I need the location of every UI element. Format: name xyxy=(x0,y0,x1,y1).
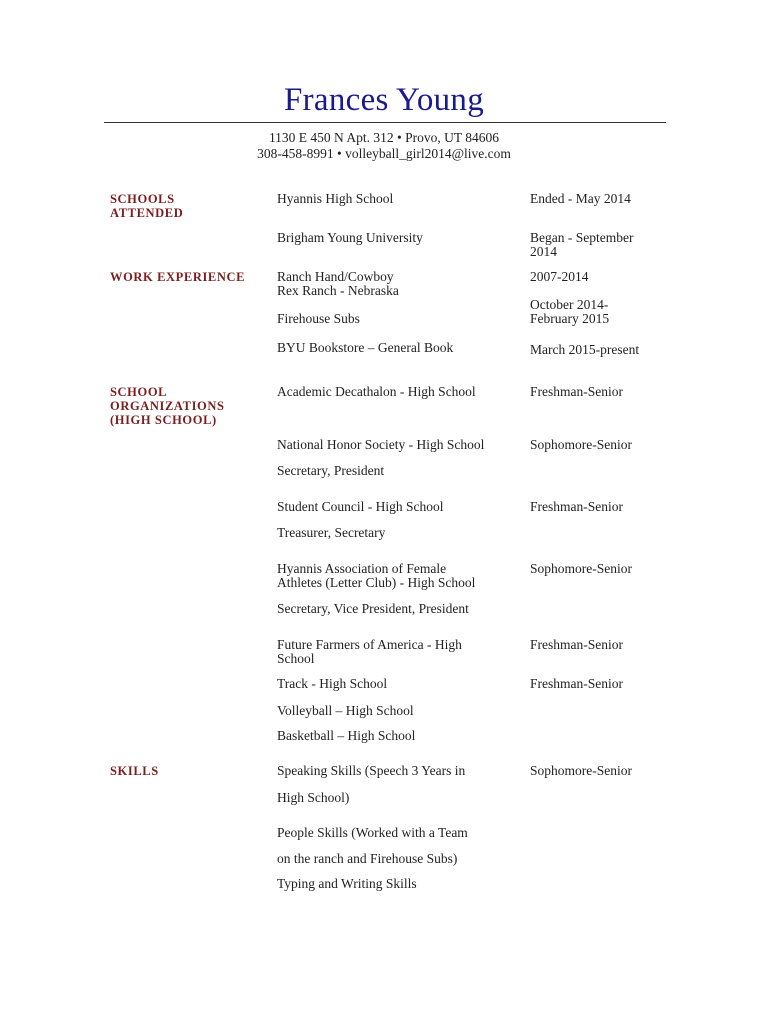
resume-name: Frances Young xyxy=(283,82,485,118)
skill-name: People Skills (Worked with a Team xyxy=(277,825,468,840)
school-name: Hyannis High School xyxy=(277,191,394,206)
school-dates: Began - September 2014 xyxy=(530,230,634,259)
organization-name: National Honor Society - High School xyxy=(277,437,485,452)
organization-name: Volleyball – High School xyxy=(277,703,414,718)
school-name: Brigham Young University xyxy=(277,230,423,245)
header-divider xyxy=(104,122,666,123)
section-heading-skills: SKILLS xyxy=(110,764,159,778)
job-dates: 2007-2014 xyxy=(530,269,589,284)
organization-role: Treasurer, Secretary xyxy=(277,525,386,540)
organization-name: Hyannis Association of Female Athletes (Letter Club) - High School xyxy=(277,561,476,590)
job-dates: October 2014- February 2015 xyxy=(530,297,610,326)
organization-role: Secretary, Vice President, President xyxy=(277,601,469,616)
organization-dates: Sophomore-Senior xyxy=(530,437,632,452)
organization-dates: Freshman-Senior xyxy=(530,676,623,691)
skill-name: Speaking Skills (Speech 3 Years in xyxy=(277,763,466,778)
job-title: Firehouse Subs xyxy=(277,311,360,326)
contact-line: 308-458-8991 • volleyball_girl2014@live.com xyxy=(257,146,511,161)
school-dates: Ended - May 2014 xyxy=(530,191,631,206)
organization-name: Student Council - High School xyxy=(277,499,444,514)
organization-dates: Sophomore-Senior xyxy=(530,561,632,576)
section-heading-work: WORK EXPERIENCE xyxy=(110,270,246,284)
section-heading-organizations: SCHOOL ORGANIZATIONS (HIGH SCHOOL) xyxy=(110,385,225,427)
organization-dates: Freshman-Senior xyxy=(530,499,623,514)
section-heading-schools: SCHOOLS ATTENDED xyxy=(110,192,184,220)
skill-detail: on the ranch and Firehouse Subs) xyxy=(277,851,458,866)
organization-name: Track - High School xyxy=(277,676,388,691)
job-dates: March 2015-present xyxy=(530,342,640,357)
organization-name: Basketball – High School xyxy=(277,728,416,743)
organization-name: Academic Decathalon - High School xyxy=(277,384,476,399)
organization-name: Future Farmers of America - High School xyxy=(277,637,462,666)
organization-dates: Freshman-Senior xyxy=(530,637,623,652)
organization-role: Secretary, President xyxy=(277,463,385,478)
organization-dates: Freshman-Senior xyxy=(530,384,623,399)
address-line: 1130 E 450 N Apt. 312 • Provo, UT 84606 xyxy=(268,130,500,145)
job-title: Ranch Hand/Cowboy Rex Ranch - Nebraska xyxy=(277,269,399,298)
skill-detail: High School) xyxy=(277,790,350,805)
skill-dates: Sophomore-Senior xyxy=(530,763,632,778)
job-title: BYU Bookstore – General Book xyxy=(277,340,454,355)
skill-name: Typing and Writing Skills xyxy=(277,876,417,891)
